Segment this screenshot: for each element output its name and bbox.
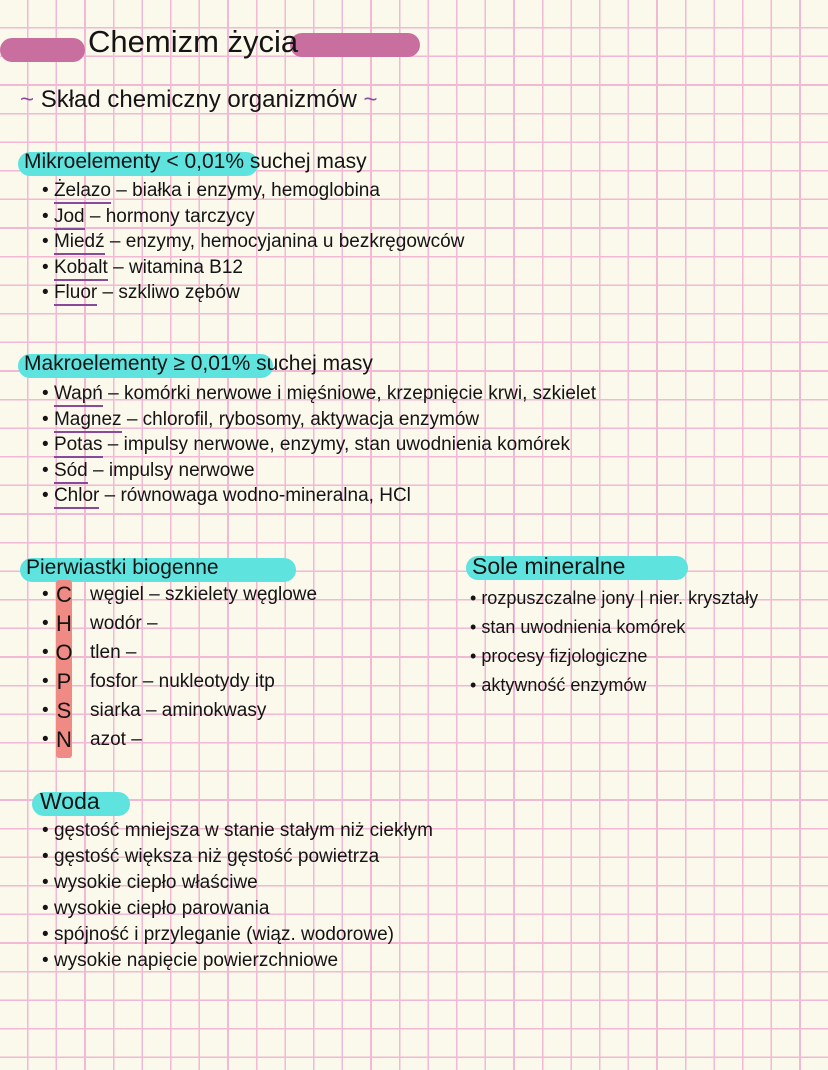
dash: – (102, 434, 124, 455)
list-item (42, 231, 464, 253)
item-text: rozpuszczalne jony | nier. kryształy (481, 588, 759, 608)
element-description: białka i enzymy, hemoglobina (132, 180, 380, 201)
subtitle-text: Skład chemiczny organizmów (40, 86, 357, 113)
mikro-heading: Mikroelementy < 0,01% suchej masy (24, 150, 367, 173)
list-item (42, 485, 411, 507)
list-item (470, 646, 647, 667)
item-text: stan uwodnienia komórek (481, 617, 686, 637)
element-description: impulsy nerwowe, enzymy, stan uwodnienia komórek (123, 434, 570, 455)
list-item (42, 846, 379, 868)
bullet: • (42, 820, 54, 841)
element-symbol: H (56, 611, 72, 636)
bullet: • (42, 459, 54, 481)
bullet: • (42, 584, 49, 605)
tilde-left: ~ (20, 86, 35, 113)
bullet: • (42, 180, 54, 201)
element-description: fosfor – nukleotydy itp (90, 671, 275, 692)
bullet: • (470, 675, 482, 695)
element-name: Miedź (54, 231, 105, 255)
element-description: wodór – (90, 613, 158, 634)
sole-heading: Sole mineralne (472, 553, 626, 579)
dash: – (121, 408, 143, 430)
element-name: Fluor (54, 282, 97, 306)
item-text: spójność i przyleganie (wiąz. wodorowe) (53, 924, 394, 945)
list-item (42, 434, 570, 456)
list-item (42, 460, 255, 482)
element-description: siarka – aminokwasy (90, 700, 267, 721)
element-description: tlen – (90, 642, 137, 663)
item-text: gęstość mniejsza w stanie stałym niż ciekłym (53, 820, 434, 841)
bullet: • (42, 846, 54, 867)
bullet: • (470, 588, 482, 608)
dash: – (84, 205, 106, 227)
item-text: procesy fizjologiczne (481, 646, 648, 666)
element-description: impulsy nerwowe (108, 459, 255, 481)
element-name: Żelazo (54, 180, 111, 204)
title-pill-right (290, 33, 420, 57)
bullet: • (42, 671, 49, 692)
makro-heading: Makroelementy ≥ 0,01% suchej masy (24, 352, 373, 375)
tilde-right: ~ (363, 86, 378, 113)
item-text: aktywność enzymów (481, 675, 647, 695)
dash: – (87, 459, 109, 481)
dash: – (104, 231, 126, 252)
element-description: witamina B12 (128, 256, 243, 278)
element-symbol: O (55, 640, 73, 665)
list-item (42, 206, 255, 228)
dash: – (110, 180, 133, 201)
dash: – (99, 485, 121, 506)
list-item (42, 872, 258, 894)
element-name: Jod (54, 206, 85, 230)
element-symbol: P (56, 669, 72, 694)
element-description: szkliwo zębów (118, 282, 240, 303)
element-description: azot – (90, 729, 142, 750)
element-name: Kobalt (54, 257, 108, 281)
list-item (42, 898, 269, 920)
bullet: • (42, 485, 54, 506)
list-item (42, 282, 240, 304)
biogenne-heading: Pierwiastki biogenne (26, 556, 219, 579)
bullet: • (42, 924, 54, 945)
bullet: • (42, 613, 49, 634)
bullet: • (42, 408, 54, 430)
bullet: • (42, 282, 54, 303)
title-pill-left (0, 38, 85, 62)
bullet: • (42, 642, 49, 663)
element-description: komórki nerwowe i mięśniowe, krzepnięcie krwi, szkielet (124, 383, 596, 404)
list-item (470, 675, 646, 696)
item-text: wysokie ciepło parowania (53, 898, 270, 919)
element-name: Magnez (54, 409, 122, 433)
list-item (470, 617, 685, 638)
element-name: Sód (54, 460, 88, 484)
element-symbol: C (56, 582, 72, 607)
bullet: • (42, 950, 54, 971)
dash: – (97, 282, 119, 303)
bullet: • (42, 205, 54, 227)
list-item (42, 820, 433, 842)
element-name: Chlor (54, 485, 99, 509)
element-symbol: S (56, 698, 72, 723)
element-description: enzymy, hemocyjanina u bezkręgowców (125, 231, 465, 252)
bullet: • (42, 700, 49, 721)
bullet: • (470, 646, 482, 666)
dash: – (102, 383, 124, 404)
element-name: Wapń (54, 383, 103, 407)
bullet: • (42, 872, 54, 893)
element-description: hormony tarczycy (105, 205, 255, 227)
bullet: • (42, 434, 54, 455)
bullet: • (42, 231, 54, 252)
bullet: • (42, 383, 54, 404)
list-item (42, 950, 338, 972)
element-symbol: N (56, 727, 72, 752)
bullet: • (42, 256, 54, 278)
list-item (470, 588, 758, 609)
bullet: • (42, 898, 54, 919)
list-item (42, 409, 479, 431)
item-text: wysokie ciepło właściwe (53, 872, 258, 893)
item-text: gęstość większa niż gęstość powietrza (53, 846, 380, 867)
list-item (42, 924, 394, 946)
element-description: równowaga wodno-mineralna, HCl (120, 485, 411, 506)
item-text: wysokie napięcie powierzchniowe (53, 950, 339, 971)
bullet: • (470, 617, 482, 637)
list-item (42, 383, 596, 405)
element-name: Potas (54, 434, 103, 458)
element-description: węgiel – szkielety węglowe (90, 584, 318, 605)
list-item (42, 180, 380, 202)
woda-heading: Woda (40, 788, 100, 814)
bullet: • (42, 729, 49, 750)
page-title: Chemizm życia (88, 24, 299, 59)
subtitle (20, 86, 378, 114)
dash: – (107, 256, 129, 278)
list-item (42, 257, 243, 279)
element-description: chlorofil, rybosomy, aktywacja enzymów (142, 408, 480, 430)
